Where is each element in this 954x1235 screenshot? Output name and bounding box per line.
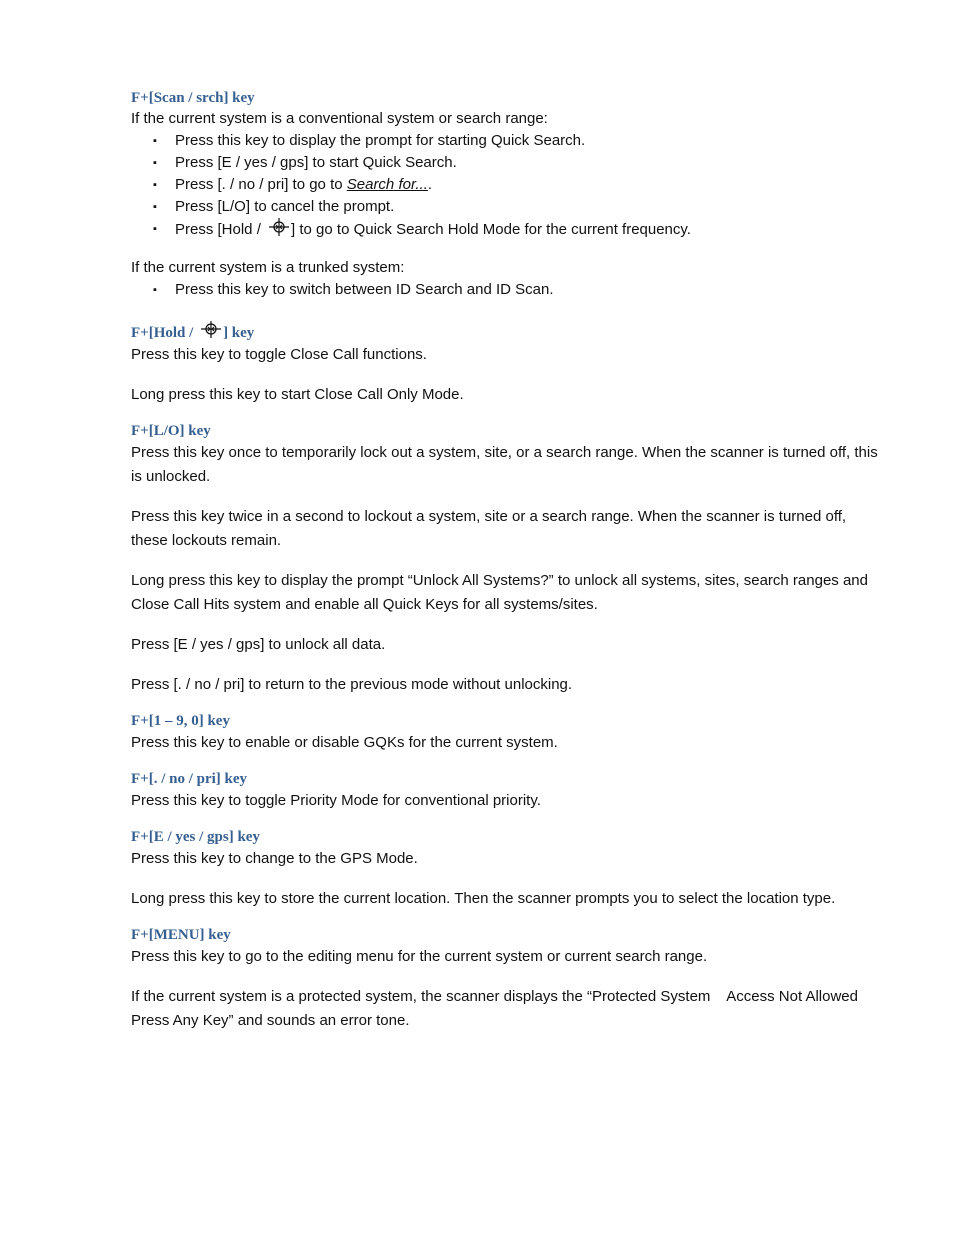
hold-key-heading: F+[Hold / ] key <box>131 321 881 343</box>
scan-intro: If the current system is a conventional system or search range: <box>131 110 548 127</box>
list-item: ▪ Press [E / yes / gps] to start Quick Search. <box>131 152 881 174</box>
bullet-icon: ▪ <box>153 223 157 235</box>
gps-p1: Press this key to change to the GPS Mode. <box>131 850 418 867</box>
pri-p1: Press this key to toggle Priority Mode for conventional priority. <box>131 792 541 809</box>
close-call-target-icon <box>265 218 291 238</box>
num-key-heading: F+[1 – 9, 0] key <box>131 713 230 729</box>
num-p1: Press this key to enable or disable GQKs for the current system. <box>131 734 558 751</box>
close-call-target-icon <box>197 321 223 341</box>
lo-p3: Long press this key to display the prompt “Unlock All Systems?” to unlock all systems, sites, search ranges and Close Call Hits system and enable all Quick Keys for all systems/sites. <box>131 572 868 613</box>
list-item: ▪ Press this key to display the prompt for starting Quick Search. <box>131 130 881 152</box>
search-for-link: Search for... <box>346 176 428 193</box>
menu-key-heading: F+[MENU] key <box>131 927 231 943</box>
list-item: ▪ Press [L/O] to cancel the prompt. <box>131 196 881 218</box>
scan-key-heading: F+[Scan / srch] key <box>131 90 255 106</box>
menu-p2: If the current system is a protected system, the scanner displays the “Protected System Access Not Allowed Press Any Key” and sounds an error tone. <box>131 988 863 1029</box>
lo-key-heading: F+[L/O] key <box>131 423 211 439</box>
pri-key-heading: F+[. / no / pri] key <box>131 771 248 787</box>
hold-p2: Long press this key to start Close Call Only Mode. <box>131 386 464 403</box>
bullet-icon: ▪ <box>153 284 157 296</box>
lo-p4: Press [E / yes / gps] to unlock all data. <box>131 636 386 653</box>
bullet-icon: ▪ <box>153 179 157 191</box>
list-item: ▪ Press this key to switch between ID Search and ID Scan. <box>131 279 881 301</box>
trunked-bullet-list <box>131 279 881 301</box>
document-page <box>131 88 881 1033</box>
gps-key-heading: F+[E / yes / gps] key <box>131 829 260 845</box>
scan-bullet-list <box>131 130 881 241</box>
bullet-icon: ▪ <box>153 201 157 213</box>
gps-p2: Long press this key to store the current location. Then the scanner prompts you to select the location type. <box>131 890 836 907</box>
menu-p1: Press this key to go to the editing menu for the current system or current search range. <box>131 948 708 965</box>
bullet-icon: ▪ <box>153 157 157 169</box>
trunked-intro: If the current system is a trunked system: <box>131 259 405 276</box>
lo-p5: Press [. / no / pri] to return to the previous mode without unlocking. <box>131 676 573 693</box>
list-item: ▪ Press [. / no / pri] to go to Search for.... <box>131 174 881 196</box>
hold-p1: Press this key to toggle Close Call functions. <box>131 346 427 363</box>
bullet-icon: ▪ <box>153 135 157 147</box>
lo-p1: Press this key once to temporarily lock out a system, site, or a search range. When the scanner is turned off, this is unlocked. <box>131 444 878 485</box>
list-item: ▪ Press [Hold / ] to go to Quick Search Hold Mode for the current frequency. <box>131 218 881 241</box>
lo-p2: Press this key twice in a second to lockout a system, site or a search range. When the scanner is turned off, these lockouts remain. <box>131 508 847 549</box>
